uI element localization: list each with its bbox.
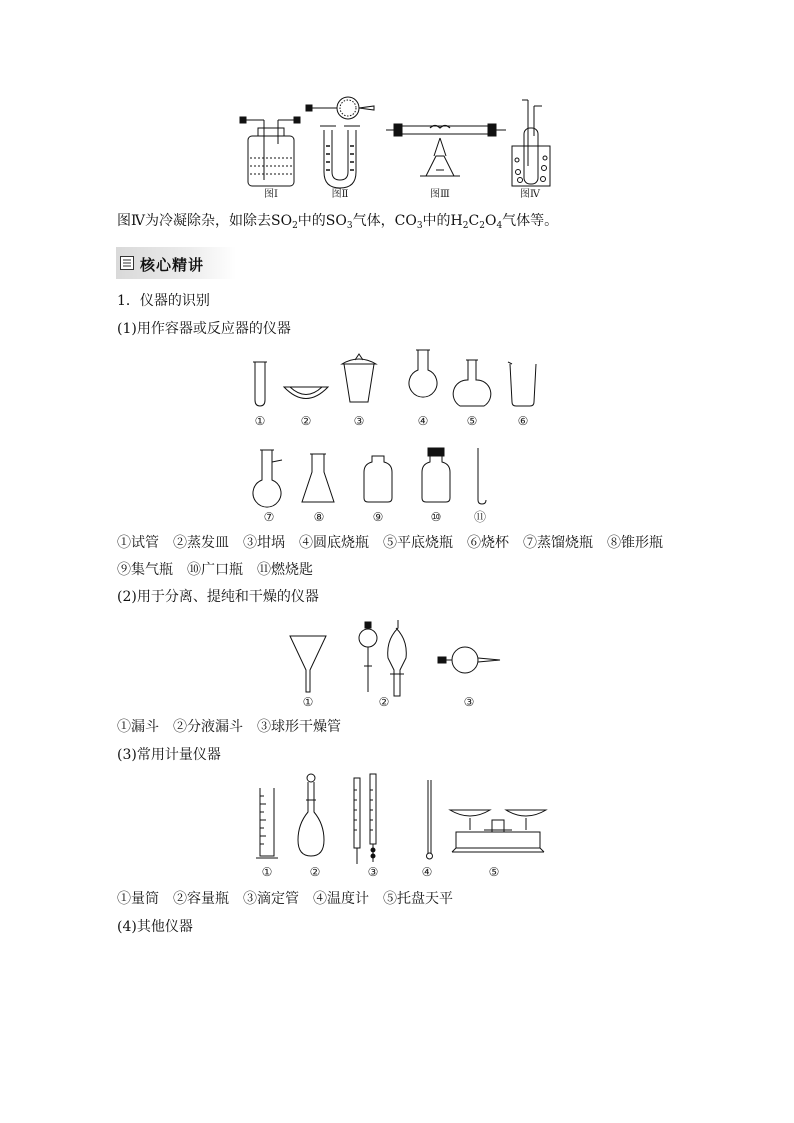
figure-caption: 图Ⅳ为冷凝除杂，如除去$SO_2$中的$SO_3$气体，$CO_3$中的$H_2C_2O_4$气体等。 [117,213,559,231]
distilling-flask-drawing [253,450,282,507]
subheading-containers: (1)用作容器或反应器的仪器 [117,321,291,337]
item-number: ③ [353,414,365,428]
item-number: ⑨ [372,510,384,524]
container-names-line-1: ①试管 ②蒸发皿 ③坩埚 ④圆底烧瓶 ⑤平底烧瓶 ⑥烧杯 ⑦蒸馏烧瓶 ⑧锥形瓶 [117,535,663,551]
heated-tube-drawing [386,124,506,176]
item-number: ⑩ [430,510,442,524]
graduated-cylinder-drawing [256,788,278,858]
subheading-measuring: (3)常用计量仪器 [117,747,221,763]
subheading-separation: (2)用于分离、提纯和干燥的仪器 [117,589,319,605]
item-number: ③ [463,695,475,709]
container-names-line-2: ⑨集气瓶 ⑩广口瓶 ⑪燃烧匙 [117,562,313,578]
item-number: ① [261,865,273,879]
section-title: 核心精讲 [140,256,205,274]
wide-mouth-bottle-drawing [422,448,450,502]
item-number: ② [378,695,390,709]
test-tube-drawing [253,362,267,406]
measuring-instruments [248,770,558,880]
figure-label: 图Ⅳ [520,189,540,200]
platform-balance-drawing [450,810,546,852]
list-icon [120,256,134,270]
item-number: ⑥ [517,414,529,428]
item-number: ④ [417,414,429,428]
gas-jar-drawing [364,456,392,502]
item-number: ② [300,414,312,428]
item-number: ① [302,695,314,709]
gas-washing-bottle-drawing [240,117,300,186]
funnel-drawing [290,636,326,692]
separation-names: ①漏斗 ②分液漏斗 ③球形干燥管 [117,719,341,735]
item-number: ⑦ [263,510,275,524]
burette-drawing [354,774,376,864]
item-number: ⑪ [473,510,487,524]
cold-bath-drawing [512,100,550,186]
heading-instrument-identification: 1．仪器的识别 [117,293,210,309]
item-number: ② [309,865,321,879]
volumetric-flask-drawing [298,774,324,856]
conical-flask-drawing [302,454,334,502]
item-number: ⑤ [466,414,478,428]
drying-tube-drawing [438,647,500,673]
item-number: ④ [421,865,433,879]
beaker-drawing [508,362,536,406]
containers-row-2 [240,446,500,526]
item-number: ⑤ [488,865,500,879]
deflagrating-spoon-drawing [478,448,486,504]
u-tube-drawing [306,97,374,188]
crucible-drawing [342,354,376,402]
item-number: ③ [367,865,379,879]
figure-label: 图Ⅰ [264,189,278,200]
round-bottom-flask-drawing [409,350,437,397]
separation-instruments [280,614,510,710]
figure-label: 图Ⅱ [331,189,349,200]
containers-row-1 [240,350,540,430]
thermometer-drawing [427,780,433,859]
subheading-other: (4)其他仪器 [117,919,193,935]
figure-label: 图Ⅲ [430,189,450,200]
evaporating-dish-drawing [284,387,328,399]
item-number: ⑧ [313,510,325,524]
flat-bottom-flask-drawing [453,360,491,406]
measuring-names: ①量筒 ②容量瓶 ③滴定管 ④温度计 ⑤托盘天平 [117,891,453,907]
item-number: ① [254,414,266,428]
separatory-funnel-drawing [359,620,406,696]
apparatus-figure-top [240,96,560,200]
